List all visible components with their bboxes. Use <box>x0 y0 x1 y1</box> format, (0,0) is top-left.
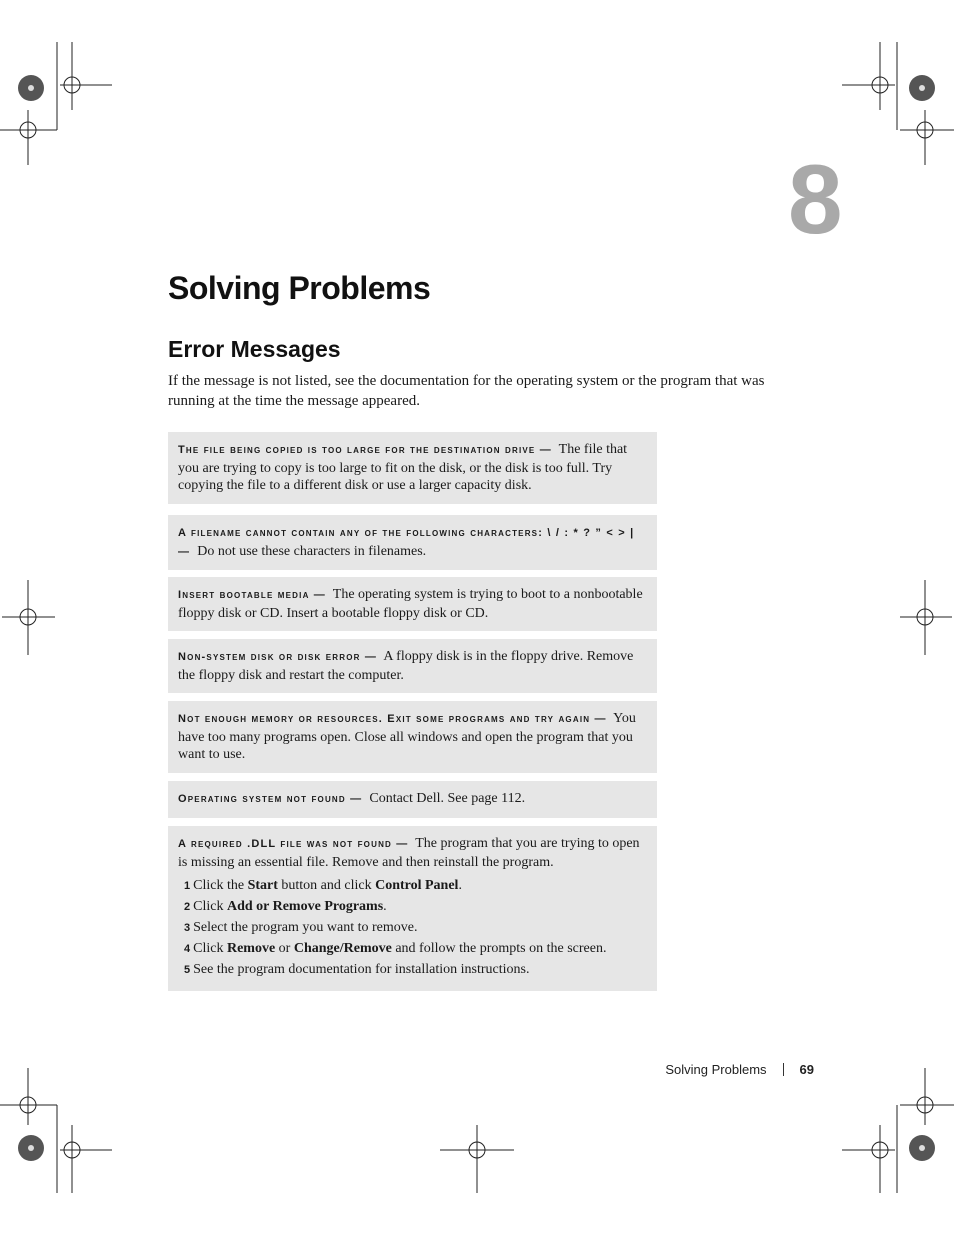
error-message-box <box>168 639 657 693</box>
error-description: You have too many programs open. Close all windows and open the program that you want to use. <box>178 711 636 762</box>
error-description: The file that you are trying to copy is too large to fit on the disk, or the disk is too full. Try copying the file to a different disk or use a larger capacity disk. <box>178 442 628 493</box>
error-description: Do not use these characters in filenames. <box>197 543 427 559</box>
step-item: 1 Click the Start button and click Control Panel. <box>184 878 462 893</box>
step-item: 5 See the program documentation for installation instructions. <box>184 962 530 977</box>
footer-section-title: Solving Problems <box>665 1062 767 1077</box>
step-item: 4 Click Remove or Change/Remove and follow the prompts on the screen. <box>184 941 607 956</box>
page-footer <box>665 1062 814 1077</box>
page-number: 69 <box>799 1062 814 1077</box>
error-term: A filename cannot contain any of the following characters: \ / : * ? ” < > | — <box>178 527 635 558</box>
error-term: A required .DLL file was not found — <box>178 838 409 850</box>
error-term: Non-system disk or disk error — <box>178 651 378 663</box>
chapter-title: Solving Problems <box>168 270 431 306</box>
error-message-box <box>168 826 657 991</box>
error-term: Insert bootable media — <box>178 589 327 601</box>
step-item: 3 Select the program you want to remove. <box>184 920 418 935</box>
error-description: A floppy disk is in the floppy drive. Remove the floppy disk and restart the computer. <box>178 649 634 683</box>
error-message-box <box>168 515 657 570</box>
error-description: The program that you are trying to open is missing an essential file. Remove and then reinstall the program. <box>178 836 640 870</box>
error-description: Contact Dell. See page 112. <box>369 791 526 806</box>
error-term: The file being copied is too large for the destination drive — <box>178 444 552 456</box>
error-term: Operating system not found — <box>178 793 363 805</box>
error-description: The operating system is trying to boot to a nonbootable floppy disk or CD. Insert a bootable floppy disk or CD. <box>178 587 643 621</box>
section-title: Error Messages <box>168 336 341 362</box>
steps-list <box>184 877 647 979</box>
error-message-box <box>168 781 657 818</box>
error-message-box <box>168 577 657 631</box>
error-message-box <box>168 701 657 773</box>
footer-divider <box>783 1063 784 1076</box>
step-item: 2 Click Add or Remove Programs. <box>184 899 387 914</box>
chapter-number: 8 <box>788 144 841 254</box>
intro-paragraph: If the message is not listed, see the documentation for the operating system or the program that was running at the time the message appeared. <box>168 373 765 409</box>
error-term: Not enough memory or resources. Exit some programs and try again — <box>178 713 607 725</box>
error-message-box <box>168 432 657 504</box>
